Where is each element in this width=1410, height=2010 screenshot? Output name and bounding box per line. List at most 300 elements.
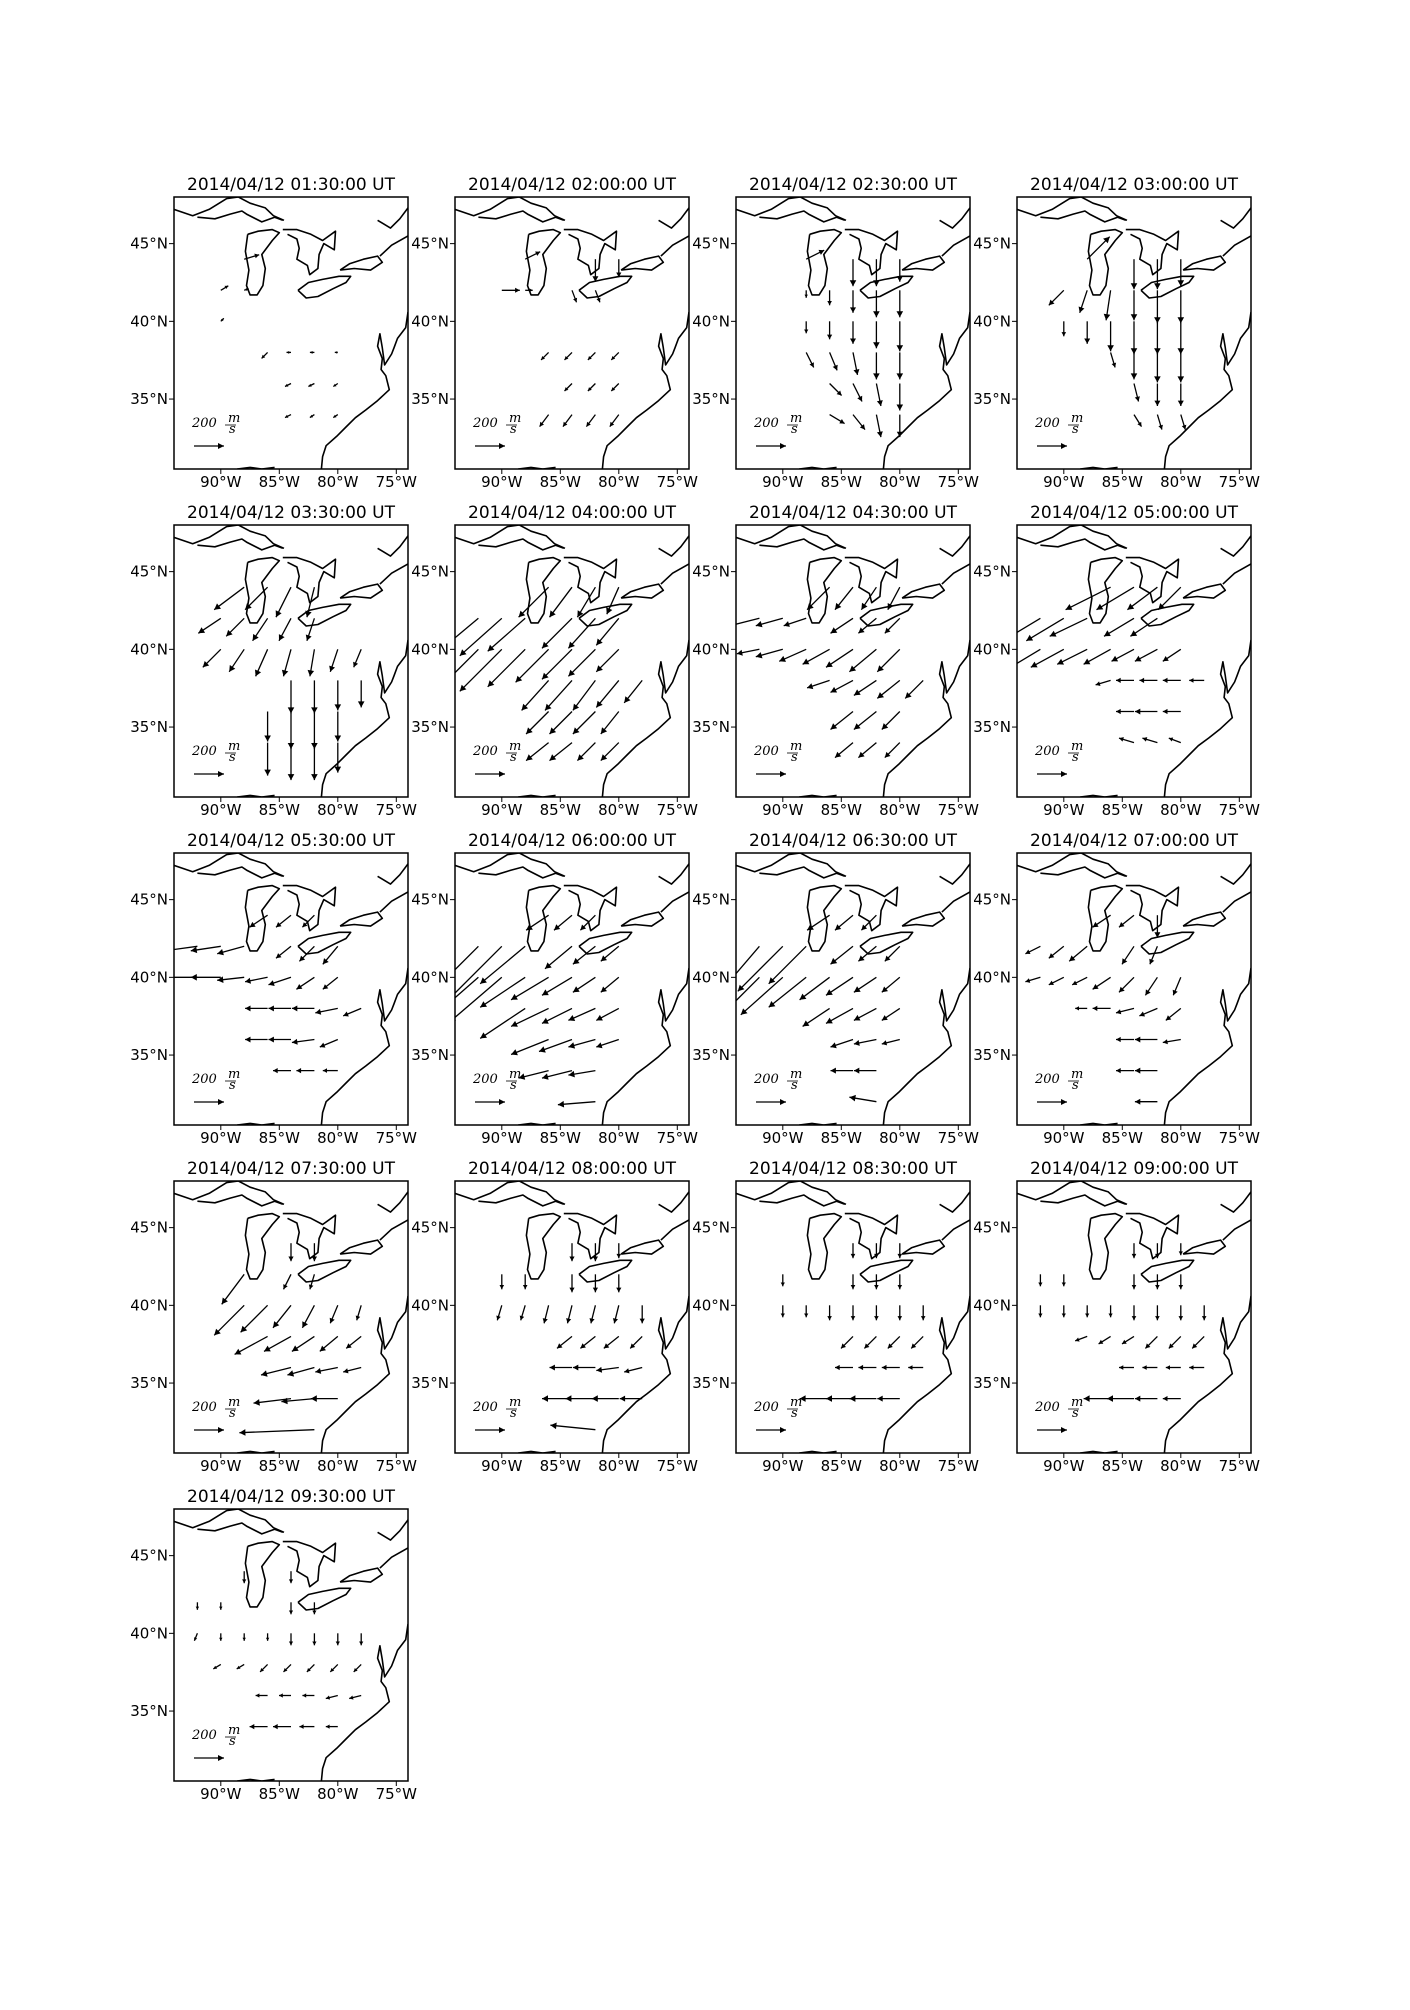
wind-vector <box>830 384 842 396</box>
lon-tick-label: 90°W <box>1043 1457 1085 1475</box>
wind-vector <box>558 1101 596 1108</box>
lat-tick-label: 40°N <box>130 968 168 987</box>
reference-vector <box>191 739 240 777</box>
lat-tick-label: 40°N <box>411 968 449 987</box>
panel-title: 2014/04/12 05:00:00 UT <box>1030 503 1238 523</box>
reference-vector-unit-den: s <box>1072 1078 1079 1093</box>
wind-vector <box>311 1395 338 1402</box>
vector-field <box>1049 237 1187 430</box>
lat-tick-label: 45°N <box>973 890 1011 909</box>
wind-vector <box>229 649 244 672</box>
coastline-path <box>602 968 689 1125</box>
lat-tick-label: 45°N <box>973 234 1011 253</box>
coastline-path <box>245 558 279 623</box>
wind-vector <box>289 1571 293 1583</box>
map-panel <box>130 1159 417 1475</box>
lon-tick-label: 90°W <box>200 1129 242 1147</box>
lat-tick-label: 40°N <box>130 312 168 331</box>
wind-vector <box>853 415 865 430</box>
coastline-path <box>1017 853 1127 876</box>
reference-vector-unit-num: m <box>509 1395 522 1410</box>
coastline-path <box>1223 564 1251 584</box>
wind-vector <box>1038 1274 1042 1286</box>
wind-vector <box>854 1068 877 1074</box>
lat-tick-label: 45°N <box>411 562 449 581</box>
wind-vector <box>288 1243 293 1261</box>
coastline-path <box>883 968 970 1125</box>
wind-vector <box>1155 1305 1160 1320</box>
wind-vector <box>488 649 526 687</box>
coastline-path <box>174 1181 284 1204</box>
lon-tick-label: 85°W <box>1101 1457 1144 1475</box>
coastline-path <box>661 236 689 256</box>
vector-field <box>198 587 364 780</box>
wind-vector <box>756 649 783 658</box>
panel-title: 2014/04/12 04:00:00 UT <box>468 503 676 523</box>
lon-tick-label: 80°W <box>879 801 921 819</box>
map-panel <box>130 503 417 819</box>
wind-vector <box>803 1008 830 1026</box>
wind-vector <box>1049 977 1064 985</box>
wind-vector <box>550 1365 573 1371</box>
lat-tick-label: 35°N <box>130 390 168 409</box>
wind-vector <box>905 680 923 698</box>
reference-vector-unit-den: s <box>510 422 517 437</box>
lon-tick-label: 75°W <box>656 473 699 491</box>
wind-vector <box>239 1429 314 1436</box>
wind-vector <box>1135 1037 1158 1043</box>
wind-vector <box>640 1305 645 1323</box>
coastline-path <box>940 208 970 228</box>
panel-title: 2014/04/12 05:30:00 UT <box>187 831 395 851</box>
coastline-path <box>340 1568 382 1582</box>
wind-vector <box>1075 1336 1087 1341</box>
wind-vector <box>611 384 619 392</box>
reference-vector-unit-num: m <box>228 1067 241 1082</box>
wind-vector <box>853 384 862 402</box>
wind-vector <box>577 743 595 761</box>
wind-vector <box>550 712 573 735</box>
wind-vector <box>827 321 832 339</box>
lon-tick-label: 80°W <box>1160 473 1202 491</box>
wind-vector <box>1116 709 1134 714</box>
wind-vector <box>882 1365 900 1370</box>
lat-tick-label: 35°N <box>692 1046 730 1065</box>
lon-tick-label: 75°W <box>656 1129 699 1147</box>
coastline-path <box>1141 1260 1194 1282</box>
coastline-path <box>860 276 913 298</box>
lon-tick-label: 90°W <box>481 1457 523 1475</box>
wind-vector <box>1057 649 1087 664</box>
wind-vector <box>1169 1336 1181 1348</box>
wind-vector <box>882 712 900 730</box>
wind-vector <box>1127 587 1157 610</box>
lon-tick-label: 85°W <box>820 1457 863 1475</box>
wind-vector <box>800 1395 830 1402</box>
wind-vector <box>854 1040 877 1046</box>
coastline-path <box>340 912 382 926</box>
wind-vector <box>349 1696 361 1700</box>
wind-vector <box>826 1395 853 1402</box>
vector-field <box>502 252 622 427</box>
wind-vector <box>276 946 291 958</box>
wind-vector <box>276 915 291 927</box>
coastline-path <box>736 1181 846 1204</box>
wind-vector <box>738 946 783 991</box>
wind-vector <box>288 743 295 781</box>
lon-tick-label: 75°W <box>656 801 699 819</box>
coastline-path <box>621 256 663 270</box>
wind-vector <box>1025 946 1040 954</box>
coastline-path <box>174 853 284 876</box>
coastline-path <box>621 1240 663 1254</box>
coastline-path <box>659 1192 689 1212</box>
wind-vector <box>336 1633 340 1645</box>
wind-vector <box>826 1008 853 1023</box>
wind-vector <box>831 618 854 633</box>
wind-vector <box>1189 1365 1204 1370</box>
wind-vector <box>835 743 853 758</box>
coastline-path <box>455 197 565 220</box>
wind-vector <box>542 1071 572 1080</box>
wind-vector <box>1069 946 1087 961</box>
wind-vector <box>346 1336 361 1348</box>
wind-vector <box>882 1040 900 1046</box>
wind-vector <box>873 290 880 317</box>
coastline-path <box>526 1214 560 1279</box>
wind-vector <box>264 743 271 776</box>
wind-vector <box>1111 352 1117 367</box>
map-panel <box>130 175 417 491</box>
wind-vector <box>854 712 877 730</box>
coastline-path <box>579 604 632 626</box>
wind-vector <box>1085 1305 1089 1317</box>
wind-vector <box>1163 649 1181 661</box>
wind-vector <box>573 712 596 735</box>
reference-vector <box>191 1067 240 1105</box>
wind-vector <box>296 1068 314 1073</box>
wind-vector <box>315 1008 338 1014</box>
coastline-path <box>380 892 408 912</box>
wind-vector <box>1107 1395 1134 1402</box>
coastline-path <box>883 312 970 469</box>
map-panel <box>411 503 698 819</box>
reference-vector <box>472 1067 521 1105</box>
wind-vector <box>320 1336 338 1351</box>
wind-vector <box>306 618 315 641</box>
wind-vector <box>1135 649 1158 661</box>
coastline-path <box>380 1220 408 1240</box>
wind-vector <box>1181 415 1187 430</box>
lon-tick-label: 85°W <box>820 801 863 819</box>
lon-tick-label: 75°W <box>375 1129 418 1147</box>
lon-tick-label: 75°W <box>1218 473 1261 491</box>
coastline-path <box>1223 1220 1251 1240</box>
reference-vector-unit-num: m <box>790 1067 803 1082</box>
wind-vector <box>1025 977 1040 983</box>
coastline-path <box>942 236 970 256</box>
wind-vector <box>1062 321 1067 336</box>
coastline-path <box>298 604 351 626</box>
wind-vector <box>831 1040 854 1049</box>
wind-vector <box>596 1040 619 1049</box>
lon-tick-label: 90°W <box>481 473 523 491</box>
lat-tick-label: 35°N <box>692 390 730 409</box>
wind-vector <box>311 680 318 713</box>
wind-vector <box>480 946 525 984</box>
lat-tick-label: 35°N <box>130 1702 168 1721</box>
lon-tick-label: 90°W <box>200 1785 242 1803</box>
wind-vector <box>877 1396 900 1402</box>
wind-vector <box>296 977 314 989</box>
coastline-path <box>1017 525 1127 548</box>
panel-title: 2014/04/12 03:00:00 UT <box>1030 175 1238 195</box>
wind-vector <box>335 712 342 742</box>
wind-vector <box>542 1008 572 1023</box>
wind-vector <box>1134 384 1140 402</box>
wind-vector <box>1163 678 1181 683</box>
lon-tick-label: 90°W <box>762 1457 804 1475</box>
coastline-path <box>378 1192 408 1212</box>
wind-vector <box>266 1633 269 1641</box>
wind-vector <box>888 1336 900 1348</box>
coastline-path <box>298 1260 351 1282</box>
coastline-path <box>1164 1296 1251 1453</box>
lon-tick-label: 85°W <box>1101 801 1144 819</box>
reference-vector-unit-den: s <box>229 422 236 437</box>
vector-field <box>160 915 361 1073</box>
coastline-path <box>245 230 279 295</box>
wind-vector <box>1119 737 1134 743</box>
panel-title: 2014/04/12 08:30:00 UT <box>749 1159 957 1179</box>
lon-tick-label: 75°W <box>1218 801 1261 819</box>
coastline-path <box>1221 1192 1251 1212</box>
wind-vector <box>1097 587 1135 610</box>
wind-vector <box>333 415 338 418</box>
lon-tick-label: 90°W <box>200 473 242 491</box>
reference-vector-value: 200 <box>473 416 498 431</box>
wind-vector <box>554 915 572 930</box>
lon-tick-label: 80°W <box>1160 801 1202 819</box>
wind-vector <box>1169 738 1181 743</box>
wind-vector <box>287 351 292 354</box>
reference-vector <box>1034 739 1083 777</box>
reference-vector-unit-num: m <box>1071 411 1084 426</box>
reference-vector-unit-den: s <box>229 1734 236 1749</box>
wind-vector <box>500 1274 505 1289</box>
wind-vector <box>921 1305 926 1320</box>
coastline-path <box>902 584 944 598</box>
wind-vector <box>613 1305 619 1323</box>
reference-vector-unit-num: m <box>790 411 803 426</box>
coastline-path <box>1126 558 1179 603</box>
wind-vector <box>1179 1274 1184 1289</box>
wind-vector <box>308 649 315 676</box>
wind-vector <box>593 1243 598 1261</box>
wind-vector <box>781 1274 785 1286</box>
wind-vector <box>604 1336 619 1348</box>
map-panel <box>130 1487 417 1803</box>
wind-vector <box>850 259 857 286</box>
wind-vector <box>502 288 520 293</box>
lat-tick-label: 45°N <box>411 1218 449 1237</box>
wind-vector <box>573 680 596 710</box>
vector-field <box>714 915 899 1101</box>
coastline-path <box>321 1624 408 1781</box>
lat-tick-label: 35°N <box>692 1374 730 1393</box>
coastline-path <box>298 276 351 298</box>
reference-vector <box>1034 1395 1083 1433</box>
wind-vector <box>588 352 596 360</box>
wind-vector <box>1107 321 1114 351</box>
lon-tick-label: 80°W <box>1160 1457 1202 1475</box>
coastline-path <box>340 584 382 598</box>
reference-vector-unit-den: s <box>1072 422 1079 437</box>
wind-vector <box>323 1068 338 1073</box>
panel-title: 2014/04/12 08:00:00 UT <box>468 1159 676 1179</box>
wind-vector <box>566 1305 572 1323</box>
coastline-path <box>940 864 970 884</box>
vector-field <box>729 587 923 757</box>
reference-vector-value: 200 <box>754 1072 779 1087</box>
wind-vector <box>1163 709 1181 714</box>
reference-vector-value: 200 <box>1035 416 1060 431</box>
wind-vector <box>269 1037 292 1043</box>
wind-vector <box>557 1336 572 1348</box>
wind-vector <box>568 1008 595 1021</box>
reference-vector <box>472 739 521 777</box>
wind-vector <box>523 1274 528 1289</box>
lon-tick-label: 85°W <box>258 1129 301 1147</box>
wind-vector <box>1062 1274 1066 1286</box>
wind-vector <box>1131 259 1138 289</box>
wind-vector <box>214 1305 244 1335</box>
wind-vector <box>874 1305 879 1320</box>
reference-vector-value: 200 <box>1035 1072 1060 1087</box>
wind-vector <box>1038 1305 1042 1317</box>
wind-vector <box>217 946 244 955</box>
wind-vector <box>876 415 882 438</box>
wind-vector <box>624 680 642 703</box>
wind-vector <box>737 649 760 655</box>
wind-vector <box>269 977 292 986</box>
lon-tick-label: 80°W <box>317 1785 359 1803</box>
reference-vector <box>753 739 802 777</box>
wind-vector <box>550 743 573 761</box>
reference-vector <box>191 1723 240 1761</box>
coastline-path <box>1017 197 1127 220</box>
reference-vector <box>191 1395 240 1433</box>
panel-title: 2014/04/12 07:30:00 UT <box>187 1159 395 1179</box>
wind-vector <box>1072 977 1087 985</box>
wind-vector <box>1122 1336 1134 1344</box>
wind-vector <box>330 1305 338 1323</box>
wind-vector <box>543 1305 549 1323</box>
coastline-path <box>1141 276 1194 298</box>
wind-vector <box>897 352 904 379</box>
lon-tick-label: 75°W <box>375 1785 418 1803</box>
coastline-path <box>940 1192 970 1212</box>
lon-tick-label: 85°W <box>258 801 301 819</box>
reference-vector-value: 200 <box>192 744 217 759</box>
wind-vector <box>831 946 854 964</box>
coastline-path <box>321 312 408 469</box>
wind-vector <box>835 915 853 930</box>
wind-vector <box>853 352 859 375</box>
reference-vector <box>753 411 802 449</box>
wind-vector <box>1119 1365 1134 1370</box>
coastline-path <box>1164 312 1251 469</box>
reference-vector-unit-num: m <box>228 739 241 754</box>
reference-vector-unit-num: m <box>509 739 522 754</box>
coastline-path <box>455 853 565 876</box>
wind-vector <box>849 1395 876 1402</box>
coastline-path <box>883 1296 970 1453</box>
wind-vector <box>854 977 877 992</box>
map-panel <box>973 1159 1260 1475</box>
wind-vector <box>511 977 548 1000</box>
lon-tick-label: 80°W <box>598 1129 640 1147</box>
wind-vector <box>1050 618 1088 636</box>
wind-vector <box>827 1305 832 1320</box>
wind-vector <box>1179 1243 1183 1255</box>
wind-vector <box>191 946 221 953</box>
lat-tick-label: 40°N <box>973 640 1011 659</box>
wind-vector <box>221 318 224 321</box>
wind-vector <box>511 1008 548 1026</box>
coastline-path <box>579 276 632 298</box>
wind-vector <box>807 680 830 689</box>
lon-tick-label: 85°W <box>820 1129 863 1147</box>
lat-tick-label: 40°N <box>411 312 449 331</box>
coastline-path <box>1183 584 1225 598</box>
reference-vector-unit-num: m <box>1071 1067 1084 1082</box>
wind-vector <box>1003 618 1041 641</box>
wind-vector <box>329 649 338 672</box>
lon-tick-label: 90°W <box>1043 801 1085 819</box>
lat-tick-label: 45°N <box>130 562 168 581</box>
panel-title: 2014/04/12 02:30:00 UT <box>749 175 957 195</box>
wind-vector <box>898 1305 903 1320</box>
wind-vector <box>310 351 315 354</box>
lat-tick-label: 35°N <box>130 1046 168 1065</box>
lon-tick-label: 85°W <box>258 1457 301 1475</box>
wind-vector <box>285 384 291 387</box>
reference-vector <box>753 1395 802 1433</box>
wind-vector <box>616 1274 621 1292</box>
wind-vector <box>285 415 291 418</box>
lat-tick-label: 35°N <box>973 718 1011 737</box>
lat-tick-label: 45°N <box>130 1218 168 1237</box>
wind-vector <box>1192 1336 1204 1348</box>
vector-field <box>194 1571 363 1729</box>
wind-vector <box>877 649 900 672</box>
wind-vector <box>601 712 619 735</box>
coastline-path <box>902 912 944 926</box>
lat-tick-label: 45°N <box>973 1218 1011 1237</box>
coastline-path <box>579 932 632 954</box>
wind-vector <box>214 587 244 610</box>
wind-vector <box>606 587 619 614</box>
reference-vector <box>1034 411 1083 449</box>
lat-tick-label: 45°N <box>130 234 168 253</box>
wind-vector <box>601 946 619 961</box>
wind-vector <box>260 1664 268 1672</box>
wind-vector <box>264 1336 291 1351</box>
lon-tick-label: 85°W <box>1101 1129 1144 1147</box>
wind-vector <box>1166 1365 1181 1370</box>
wind-vector <box>1026 618 1064 641</box>
